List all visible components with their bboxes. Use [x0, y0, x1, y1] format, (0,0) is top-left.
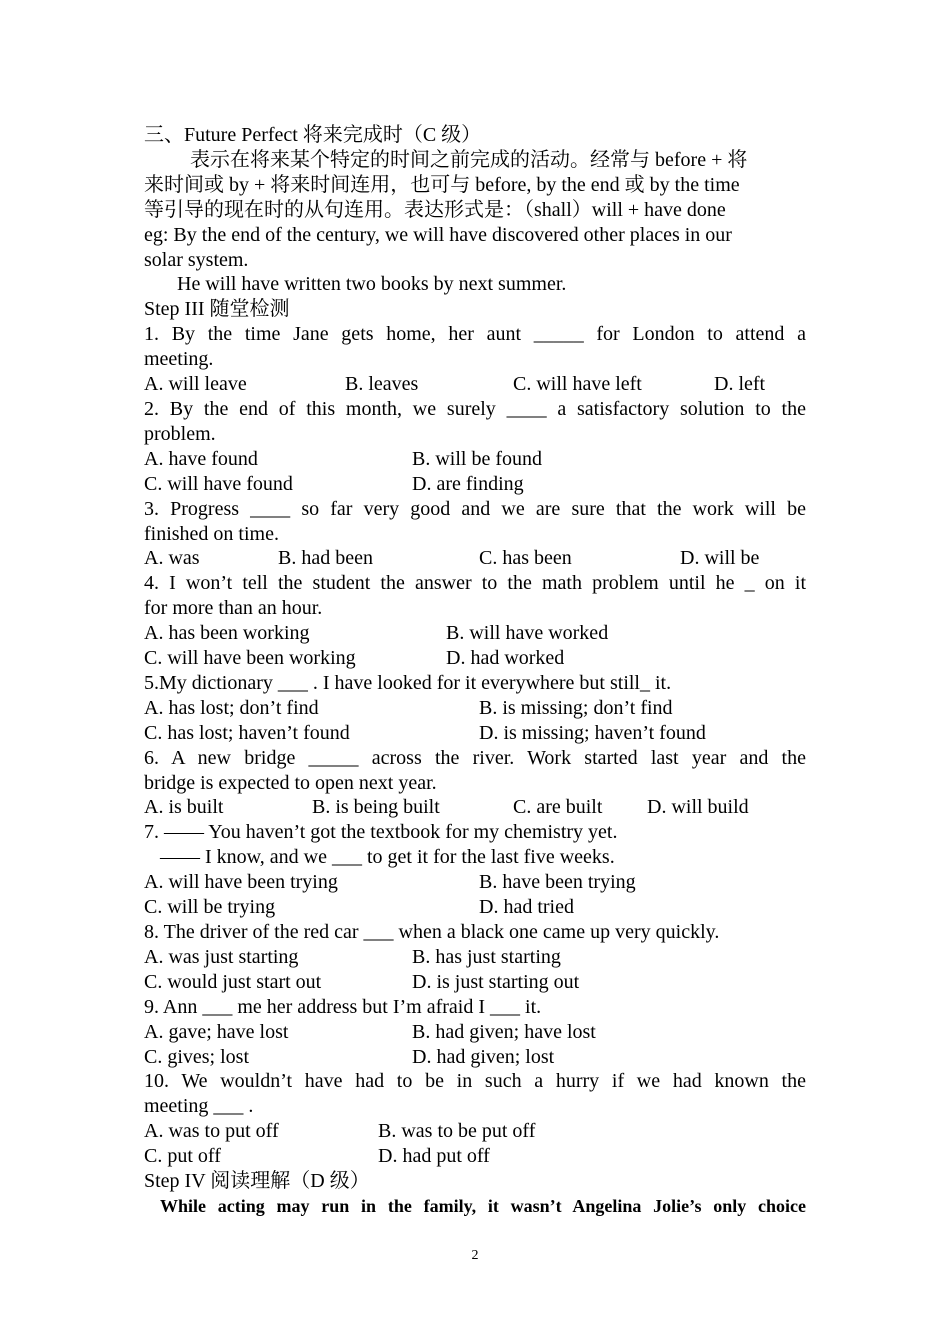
- option-a: A. is built: [144, 796, 224, 819]
- option-b: B. is missing; don’t find: [479, 696, 673, 719]
- option-a: A. will leave: [144, 373, 247, 396]
- option-b: B. is being built: [312, 796, 440, 819]
- option-c: C. will have found: [144, 472, 293, 495]
- answer-options: [144, 1119, 806, 1144]
- question-stem: bridge is expected to open next year.: [144, 771, 437, 794]
- option-a: A. was: [144, 547, 200, 570]
- question-stem: 7. —— You haven’t got the textbook for my chemistry yet.: [144, 821, 618, 844]
- question-stem: 1. By the time Jane gets home, her aunt _____ for London to attend a: [144, 323, 806, 346]
- example-line: He will have written two books by next summer.: [177, 273, 567, 296]
- option-d: D. had put off: [378, 1145, 490, 1168]
- page-content: [144, 123, 806, 1219]
- definition-line: 来时间或 by + 将来时间连用，也可与 before, by the end 或 by the time: [144, 173, 740, 196]
- option-c: C. will have been working: [144, 647, 356, 670]
- option-b: B. leaves: [345, 373, 419, 396]
- question-stem: 10. We wouldn’t have had to be in such a hurry if we had known the: [144, 1070, 806, 1093]
- option-a: A. will have been trying: [144, 871, 338, 894]
- answer-options: [144, 795, 806, 820]
- option-b: B. had been: [278, 547, 373, 570]
- option-b: B. was to be put off: [378, 1120, 536, 1143]
- answer-options: [144, 447, 806, 472]
- answer-options: [144, 1020, 806, 1045]
- question-stem: 6. A new bridge _____ across the river. Work started last year and the: [144, 746, 806, 769]
- question-stem: problem.: [144, 422, 216, 445]
- answer-options: [144, 372, 806, 397]
- option-d: D. had worked: [446, 647, 565, 670]
- section-heading-step4: Step IV 阅读理解（D 级）: [144, 1170, 370, 1193]
- reading-passage-title: While acting may run in the family, it wasn’t Angelina Jolie’s only choice: [160, 1195, 806, 1216]
- definition-line: 等引导的现在时的从句连用。表达形式是：（shall）will + have done: [144, 198, 726, 221]
- option-c: C. will be trying: [144, 896, 276, 919]
- section-heading-step3: Step III 随堂检测: [144, 298, 290, 321]
- option-d: D. had tried: [479, 896, 574, 919]
- section-heading-future-perfect: 三、Future Perfect 将来完成时（C 级）: [144, 124, 482, 146]
- question-stem: —— I know, and we ___ to get it for the last five weeks.: [160, 846, 615, 869]
- question-stem: 8. The driver of the red car ___ when a black one came up very quickly.: [144, 921, 720, 943]
- answer-options: [144, 1144, 806, 1169]
- question-stem: 3. Progress ____ so far very good and we are sure that the work will be: [144, 497, 806, 520]
- definition-line: 表示在将来某个特定的时间之前完成的活动。经常与 before + 将: [190, 148, 748, 171]
- answer-options: [144, 1045, 806, 1070]
- answer-options: [144, 546, 806, 571]
- option-a: A. was just starting: [144, 945, 299, 968]
- option-d: D. is just starting out: [412, 970, 580, 993]
- option-c: C. has been: [479, 547, 572, 570]
- option-c: C. gives; lost: [144, 1045, 250, 1068]
- example-line: solar system.: [144, 248, 249, 271]
- option-d: D. is missing; haven’t found: [479, 721, 706, 744]
- question-stem: 2. By the end of this month, we surely ____ a satisfactory solution to the: [144, 397, 806, 420]
- option-b: B. has just starting: [412, 945, 561, 968]
- question-stem: 4. I won’t tell the student the answer to the math problem until he _ on it: [144, 572, 806, 595]
- answer-options: [144, 646, 806, 671]
- question-stem: 5.My dictionary ___ . I have looked for it everywhere but still_ it.: [144, 671, 672, 694]
- answer-options: [144, 621, 806, 646]
- option-c: C. would just start out: [144, 970, 322, 993]
- option-d: D. are finding: [412, 472, 524, 495]
- question-stem: meeting.: [144, 348, 214, 371]
- option-a: A. was to put off: [144, 1120, 279, 1143]
- option-b: B. had given; have lost: [412, 1020, 596, 1043]
- answer-options: [144, 696, 806, 721]
- answer-options: [144, 870, 806, 895]
- option-d: D. had given; lost: [412, 1045, 555, 1068]
- option-c: C. put off: [144, 1145, 221, 1168]
- option-b: B. have been trying: [479, 871, 636, 894]
- option-c: C. will have left: [513, 373, 642, 396]
- option-d: D. will be: [680, 547, 760, 570]
- answer-options: [144, 945, 806, 970]
- option-a: A. gave; have lost: [144, 1020, 289, 1043]
- option-a: A. has been working: [144, 622, 310, 645]
- option-b: B. will have worked: [446, 622, 609, 645]
- option-c: C. has lost; haven’t found: [144, 721, 350, 744]
- option-c: C. are built: [513, 796, 603, 819]
- option-b: B. will be found: [412, 447, 542, 470]
- answer-options: [144, 472, 806, 497]
- question-stem: finished on time.: [144, 522, 279, 545]
- answer-options: [144, 970, 806, 995]
- example-line: eg: By the end of the century, we will have discovered other places in our: [144, 223, 732, 246]
- page-number: 2: [471, 1248, 479, 1263]
- option-a: A. has lost; don’t find: [144, 696, 319, 719]
- question-stem: for more than an hour.: [144, 597, 323, 620]
- option-d: D. left: [714, 373, 766, 396]
- question-stem: 9. Ann ___ me her address but I’m afraid I ___ it.: [144, 995, 542, 1018]
- answer-options: [144, 721, 806, 746]
- option-d: D. will build: [647, 796, 749, 819]
- question-stem: meeting ___ .: [144, 1095, 254, 1118]
- answer-options: [144, 895, 806, 920]
- option-a: A. have found: [144, 447, 258, 470]
